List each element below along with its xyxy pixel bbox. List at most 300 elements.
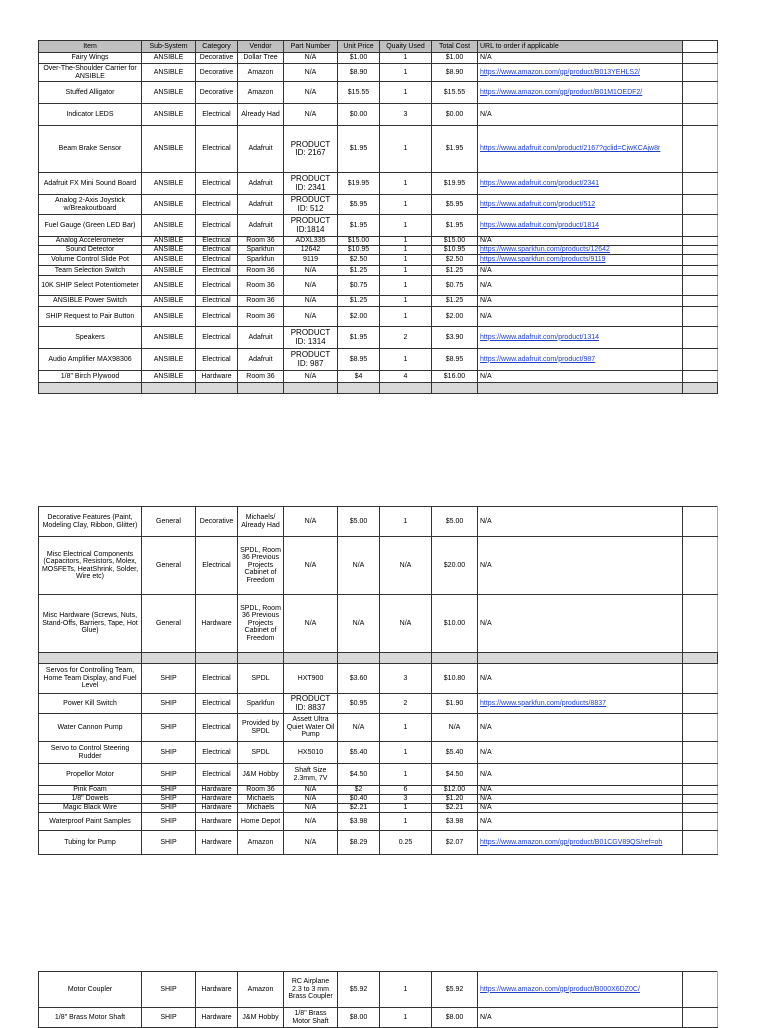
category-cell: Electrical (196, 246, 238, 255)
separator-cell (39, 383, 142, 394)
separator-cell (380, 383, 432, 394)
item-cell: Team Selection Switch (39, 266, 142, 276)
separator-cell (432, 383, 478, 394)
total-cost-cell: $1.95 (432, 215, 478, 237)
empty-cell (683, 786, 718, 795)
empty-cell (683, 972, 718, 1008)
item-cell: 1/8" Dowels (39, 795, 142, 804)
quantity-used-cell: 1 (380, 714, 432, 742)
sub-system-cell: SHIP (142, 795, 196, 804)
table-row (39, 371, 718, 383)
url-cell: N/A (478, 764, 683, 786)
category-cell: Hardware (196, 1008, 238, 1028)
sub-system-cell: ANSIBLE (142, 327, 196, 349)
order-url-link[interactable]: https://www.sparkfun.com/products/12642 (480, 246, 610, 254)
sub-system-cell: ANSIBLE (142, 53, 196, 64)
part-number-cell: PRODUCT ID: 2341 (284, 173, 338, 195)
table-row (39, 53, 718, 64)
separator-cell (284, 383, 338, 394)
empty-cell (683, 82, 718, 104)
url-cell (478, 694, 683, 714)
part-number-cell: N/A (284, 786, 338, 795)
url-cell (478, 215, 683, 237)
unit-price-cell: $1.00 (338, 53, 380, 64)
unit-price-cell: $1.25 (338, 296, 380, 307)
part-number-cell: PRODUCT ID: 8837 (284, 694, 338, 714)
part-number-cell: N/A (284, 307, 338, 327)
table-row (39, 972, 718, 1008)
part-number-cell: N/A (284, 276, 338, 296)
total-cost-cell: $5.00 (432, 507, 478, 537)
category-cell: Electrical (196, 537, 238, 595)
header-sub-system: Sub-System (142, 41, 196, 53)
url-cell (478, 349, 683, 371)
quantity-used-cell: 1 (380, 804, 432, 813)
separator-cell (238, 383, 284, 394)
part-number-cell: PRODUCT ID: 987 (284, 349, 338, 371)
sub-system-cell: SHIP (142, 813, 196, 831)
vendor-cell: Room 36 (238, 237, 284, 246)
vendor-cell: Room 36 (238, 276, 284, 296)
quantity-used-cell: 1 (380, 764, 432, 786)
table-row (39, 786, 718, 795)
url-cell: N/A (478, 507, 683, 537)
part-number-cell: N/A (284, 537, 338, 595)
table-row (39, 307, 718, 327)
category-cell: Electrical (196, 195, 238, 215)
separator-cell (142, 653, 196, 664)
quantity-used-cell: 1 (380, 349, 432, 371)
part-number-cell: HXT900 (284, 664, 338, 694)
item-cell: Over-The-Shoulder Carrier for ANSIBLE (39, 64, 142, 82)
empty-cell (683, 795, 718, 804)
sub-system-cell: ANSIBLE (142, 215, 196, 237)
order-url-link[interactable]: https://www.amazon.com/gp/product/B01M1OEDF2/ (480, 88, 643, 96)
vendor-cell: Amazon (238, 64, 284, 82)
sub-system-cell: General (142, 537, 196, 595)
order-url-link[interactable]: https://www.adafruit.com/product/1814 (480, 221, 600, 229)
item-cell: Indicator LEDS (39, 104, 142, 126)
url-cell (478, 246, 683, 255)
category-cell: Electrical (196, 327, 238, 349)
empty-cell (683, 255, 718, 266)
total-cost-cell: $3.90 (432, 327, 478, 349)
empty-cell (683, 307, 718, 327)
unit-price-cell: $0.00 (338, 104, 380, 126)
quantity-used-cell: 1 (380, 126, 432, 173)
quantity-used-cell: 2 (380, 694, 432, 714)
category-cell: Electrical (196, 126, 238, 173)
vendor-cell: SPDL (238, 742, 284, 764)
part-number-cell: PRODUCT ID:1814 (284, 215, 338, 237)
unit-price-cell: $4 (338, 371, 380, 383)
sub-system-cell: ANSIBLE (142, 126, 196, 173)
part-number-cell: N/A (284, 507, 338, 537)
separator-cell (284, 653, 338, 664)
part-number-cell: N/A (284, 804, 338, 813)
item-cell: Adafruit FX Mini Sound Board (39, 173, 142, 195)
sub-system-cell: SHIP (142, 786, 196, 795)
table-row (39, 126, 718, 173)
item-cell: Tubing for Pump (39, 831, 142, 855)
parts-table-section-1 (38, 40, 718, 394)
total-cost-cell: $5.95 (432, 195, 478, 215)
url-cell (478, 972, 683, 1008)
unit-price-cell: $2 (338, 786, 380, 795)
vendor-cell: Michaels (238, 804, 284, 813)
unit-price-cell: $5.00 (338, 507, 380, 537)
empty-cell (683, 742, 718, 764)
unit-price-cell: $8.29 (338, 831, 380, 855)
unit-price-cell: $1.95 (338, 327, 380, 349)
quantity-used-cell: 3 (380, 795, 432, 804)
total-cost-cell: $1.90 (432, 694, 478, 714)
sub-system-cell: General (142, 507, 196, 537)
table-row (39, 82, 718, 104)
table-row (39, 195, 718, 215)
category-cell: Decorative (196, 64, 238, 82)
item-cell: Waterproof Paint Samples (39, 813, 142, 831)
quantity-used-cell: 3 (380, 664, 432, 694)
empty-cell (683, 831, 718, 855)
total-cost-cell: $8.00 (432, 1008, 478, 1028)
url-cell: N/A (478, 786, 683, 795)
order-url-link[interactable]: https://www.sparkfun.com/products/9119 (480, 256, 606, 264)
empty-cell (683, 195, 718, 215)
sub-system-cell: ANSIBLE (142, 276, 196, 296)
empty-cell (683, 246, 718, 255)
empty-cell (683, 104, 718, 126)
empty-cell (683, 296, 718, 307)
url-cell (478, 173, 683, 195)
parts-table-section-3 (38, 971, 718, 1028)
unit-price-cell: $3.60 (338, 664, 380, 694)
table-row (39, 537, 718, 595)
part-number-cell: Assett Ultra Quiet Water Oil Pump (284, 714, 338, 742)
table-row (39, 507, 718, 537)
quantity-used-cell: 1 (380, 215, 432, 237)
url-cell: N/A (478, 1008, 683, 1028)
item-cell: Fuel Gauge (Green LED Bar) (39, 215, 142, 237)
item-cell: 1/8" Brass Motor Shaft (39, 1008, 142, 1028)
url-cell: N/A (478, 104, 683, 126)
category-cell: Electrical (196, 664, 238, 694)
order-url-link[interactable]: https://www.sparkfun.com/products/8837 (480, 699, 607, 707)
url-cell: N/A (478, 595, 683, 653)
item-cell: Speakers (39, 327, 142, 349)
url-cell: N/A (478, 237, 683, 246)
item-cell: Propellor Motor (39, 764, 142, 786)
table-row (39, 664, 718, 694)
separator-cell (338, 653, 380, 664)
category-cell: Electrical (196, 266, 238, 276)
category-cell: Electrical (196, 104, 238, 126)
unit-price-cell: $1.25 (338, 266, 380, 276)
item-cell: Analog 2-Axis Joystick w/Breakoutboard (39, 195, 142, 215)
category-cell: Electrical (196, 349, 238, 371)
item-cell: Misc Hardware (Screws, Nuts, Stand-Offs, Barriers, Tape, Hot Glue) (39, 595, 142, 653)
total-cost-cell: $0.75 (432, 276, 478, 296)
vendor-cell: Sparkfun (238, 694, 284, 714)
url-cell (478, 64, 683, 82)
url-cell: N/A (478, 804, 683, 813)
category-cell: Decorative (196, 507, 238, 537)
separator-row (39, 653, 718, 664)
order-url-link[interactable]: https://www.adafruit.com/product/987 (480, 355, 596, 363)
item-cell: Fairy Wings (39, 53, 142, 64)
total-cost-cell: $12.00 (432, 786, 478, 795)
category-cell: Electrical (196, 742, 238, 764)
url-cell (478, 82, 683, 104)
item-cell: Water Cannon Pump (39, 714, 142, 742)
item-cell: Decorative Features (Paint, Modeling Clay, Ribbon, Glitter) (39, 507, 142, 537)
quantity-used-cell: 1 (380, 173, 432, 195)
vendor-cell: Room 36 (238, 307, 284, 327)
table-row (39, 694, 718, 714)
total-cost-cell: $15.00 (432, 237, 478, 246)
quantity-used-cell: N/A (380, 595, 432, 653)
empty-cell (683, 371, 718, 383)
total-cost-cell: $10.80 (432, 664, 478, 694)
sub-system-cell: SHIP (142, 714, 196, 742)
part-number-cell: RC Airplane 2.3 to 3 mm Brass Coupler (284, 972, 338, 1008)
category-cell: Electrical (196, 215, 238, 237)
url-cell: N/A (478, 307, 683, 327)
order-url-link[interactable]: https://www.amazon.com/gp/product/B01CGV89QS/ref=oh (480, 838, 663, 846)
vendor-cell: Adafruit (238, 327, 284, 349)
total-cost-cell: $2.07 (432, 831, 478, 855)
empty-cell (683, 266, 718, 276)
sub-system-cell: ANSIBLE (142, 307, 196, 327)
empty-cell (683, 173, 718, 195)
order-url-link[interactable]: https://www.amazon.com/gp/product/B000X6DZ0C/ (480, 985, 640, 993)
unit-price-cell: $5.40 (338, 742, 380, 764)
url-cell: N/A (478, 537, 683, 595)
vendor-cell: SPDL (238, 664, 284, 694)
category-cell: Electrical (196, 694, 238, 714)
part-number-cell: N/A (284, 104, 338, 126)
item-cell: SHIP Request to Pair Button (39, 307, 142, 327)
vendor-cell: Sparkfun (238, 255, 284, 266)
vendor-cell: Sparkfun (238, 246, 284, 255)
empty-cell (683, 507, 718, 537)
table-row (39, 104, 718, 126)
sub-system-cell: ANSIBLE (142, 82, 196, 104)
parts-table-section-2 (38, 506, 718, 855)
empty-cell (683, 714, 718, 742)
header-item: Item (39, 41, 142, 53)
table-row (39, 173, 718, 195)
empty-cell (683, 813, 718, 831)
category-cell: Hardware (196, 786, 238, 795)
category-cell: Electrical (196, 764, 238, 786)
empty-cell (683, 595, 718, 653)
vendor-cell: SPDL, Room 36 Previous Projects Cabinet of Freedom (238, 537, 284, 595)
separator-cell (683, 383, 718, 394)
total-cost-cell: $8.90 (432, 64, 478, 82)
order-url-link[interactable]: https://www.adafruit.com/product/2167?gclid=CjwKCAjw8r (480, 145, 661, 153)
url-cell: N/A (478, 296, 683, 307)
sub-system-cell: General (142, 595, 196, 653)
quantity-used-cell: 1 (380, 1008, 432, 1028)
total-cost-cell: $2.00 (432, 307, 478, 327)
header-row (39, 41, 718, 53)
total-cost-cell: $3.98 (432, 813, 478, 831)
part-number-cell: HX5010 (284, 742, 338, 764)
unit-price-cell: $10.95 (338, 246, 380, 255)
sub-system-cell: ANSIBLE (142, 64, 196, 82)
empty-cell (683, 537, 718, 595)
vendor-cell: J&M Hobby (238, 764, 284, 786)
vendor-cell: Room 36 (238, 266, 284, 276)
separator-row (39, 383, 718, 394)
category-cell: Electrical (196, 307, 238, 327)
total-cost-cell: $10.00 (432, 595, 478, 653)
sub-system-cell: SHIP (142, 972, 196, 1008)
item-cell: ANSIBLE Power Switch (39, 296, 142, 307)
separator-cell (432, 653, 478, 664)
order-url-link[interactable]: https://www.adafruit.com/product/2341 (480, 179, 600, 187)
sub-system-cell: SHIP (142, 804, 196, 813)
quantity-used-cell: 1 (380, 972, 432, 1008)
url-cell: N/A (478, 371, 683, 383)
url-cell: N/A (478, 813, 683, 831)
quantity-used-cell: 4 (380, 371, 432, 383)
total-cost-cell: $1.95 (432, 126, 478, 173)
quantity-used-cell: 1 (380, 64, 432, 82)
unit-price-cell: $15.00 (338, 237, 380, 246)
empty-cell (683, 327, 718, 349)
item-cell: Magic Black Wire (39, 804, 142, 813)
url-cell: N/A (478, 266, 683, 276)
vendor-cell: Adafruit (238, 195, 284, 215)
quantity-used-cell: 1 (380, 53, 432, 64)
item-cell: Sound Detector (39, 246, 142, 255)
item-cell: Pink Foam (39, 786, 142, 795)
total-cost-cell: $1.25 (432, 296, 478, 307)
order-url-link[interactable]: https://www.adafruit.com/product/1314 (480, 333, 600, 341)
sub-system-cell: ANSIBLE (142, 237, 196, 246)
order-url-link[interactable]: https://www.amazon.com/gp/product/B013YEHLS2/ (480, 68, 640, 76)
unit-price-cell: $8.00 (338, 1008, 380, 1028)
category-cell: Hardware (196, 595, 238, 653)
url-cell (478, 255, 683, 266)
vendor-cell: J&M Hobby (238, 1008, 284, 1028)
unit-price-cell: $2.50 (338, 255, 380, 266)
part-number-cell: N/A (284, 296, 338, 307)
separator-cell (683, 653, 718, 664)
vendor-cell: Michaels (238, 795, 284, 804)
part-number-cell: N/A (284, 795, 338, 804)
part-number-cell: N/A (284, 64, 338, 82)
total-cost-cell: $20.00 (432, 537, 478, 595)
table-row (39, 64, 718, 82)
vendor-cell: Amazon (238, 82, 284, 104)
category-cell: Electrical (196, 714, 238, 742)
url-cell: N/A (478, 742, 683, 764)
sub-system-cell: ANSIBLE (142, 296, 196, 307)
table-row (39, 276, 718, 296)
sub-system-cell: SHIP (142, 664, 196, 694)
vendor-cell: Room 36 (238, 371, 284, 383)
unit-price-cell: $4.50 (338, 764, 380, 786)
part-number-cell: 1/8" Brass Motor Shaft (284, 1008, 338, 1028)
unit-price-cell: $2.21 (338, 804, 380, 813)
total-cost-cell: $0.00 (432, 104, 478, 126)
category-cell: Decorative (196, 53, 238, 64)
vendor-cell: Home Depot (238, 813, 284, 831)
unit-price-cell: $19.95 (338, 173, 380, 195)
unit-price-cell: $2.00 (338, 307, 380, 327)
vendor-cell: Room 36 (238, 296, 284, 307)
table-row (39, 255, 718, 266)
item-cell: Motor Coupler (39, 972, 142, 1008)
unit-price-cell: $8.95 (338, 349, 380, 371)
url-cell (478, 327, 683, 349)
category-cell: Decorative (196, 82, 238, 104)
empty-cell (683, 349, 718, 371)
table-row (39, 831, 718, 855)
part-number-cell: PRODUCT ID: 2167 (284, 126, 338, 173)
empty-cell (683, 1008, 718, 1028)
sub-system-cell: ANSIBLE (142, 246, 196, 255)
item-cell: 1/8" Birch Plywood (39, 371, 142, 383)
total-cost-cell: N/A (432, 714, 478, 742)
unit-price-cell: $1.95 (338, 126, 380, 173)
quantity-used-cell: 1 (380, 82, 432, 104)
part-number-cell: N/A (284, 831, 338, 855)
vendor-cell: Adafruit (238, 126, 284, 173)
part-number-cell: N/A (284, 595, 338, 653)
vendor-cell: Amazon (238, 972, 284, 1008)
vendor-cell: Adafruit (238, 349, 284, 371)
vendor-cell: Room 36 (238, 786, 284, 795)
url-cell: N/A (478, 795, 683, 804)
total-cost-cell: $1.00 (432, 53, 478, 64)
category-cell: Hardware (196, 371, 238, 383)
order-url-link[interactable]: https://www.adafruit.com/product/512 (480, 200, 596, 208)
quantity-used-cell: 1 (380, 742, 432, 764)
empty-cell (683, 215, 718, 237)
header-vendor: Vendor (238, 41, 284, 53)
part-number-cell: N/A (284, 82, 338, 104)
sub-system-cell: SHIP (142, 1008, 196, 1028)
empty-cell (683, 694, 718, 714)
vendor-cell: Provided by SPDL (238, 714, 284, 742)
part-number-cell: 12642 (284, 246, 338, 255)
empty-cell (683, 53, 718, 64)
quantity-used-cell: 1 (380, 266, 432, 276)
vendor-cell: Amazon (238, 831, 284, 855)
item-cell: Audio Amplifier MAX98306 (39, 349, 142, 371)
total-cost-cell: $5.92 (432, 972, 478, 1008)
table-row (39, 215, 718, 237)
empty-cell (683, 276, 718, 296)
category-cell: Electrical (196, 173, 238, 195)
part-number-cell: 9119 (284, 255, 338, 266)
category-cell: Hardware (196, 831, 238, 855)
item-cell: Beam Brake Sensor (39, 126, 142, 173)
item-cell: Analog Accelerometer (39, 237, 142, 246)
item-cell: Misc Electrical Components (Capacitors, Resistors, Molex, MOSFETs, HeatShrink, Solder, Wire etc) (39, 537, 142, 595)
empty-cell (683, 237, 718, 246)
part-number-cell: N/A (284, 813, 338, 831)
item-cell: Power Kill Switch (39, 694, 142, 714)
url-cell (478, 126, 683, 173)
vendor-cell: Michaels/ Already Had (238, 507, 284, 537)
unit-price-cell: N/A (338, 537, 380, 595)
total-cost-cell: $2.21 (432, 804, 478, 813)
